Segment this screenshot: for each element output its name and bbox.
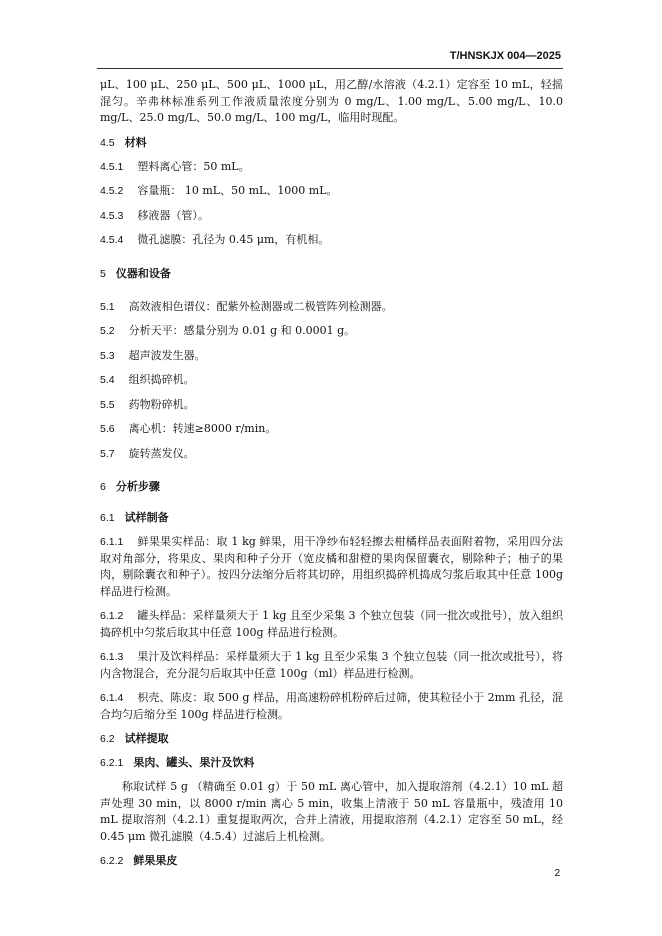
item-number: 4.5.2 — [100, 185, 124, 197]
item-text: 鲜果果实样品：取 1 kg 鲜果，用干净纱布轻轻擦去柑橘样品表面附着物，采用四分法取对角部分，将果皮、果肉和种子分开（宽皮橘和甜橙的果肉保留囊衣，剔除种子；柚子的果肉，剔除囊衣和种子）。按四分法缩分后将其切碎，用组织捣碎机捣成匀浆后取其中任意 100g 样品进行检测。 — [100, 535, 563, 598]
section-title: 材料 — [124, 135, 147, 149]
item-5-4 — [100, 372, 563, 389]
document-code: T/HNSKJX 004—2025 — [449, 50, 561, 62]
item-number: 5.5 — [100, 398, 115, 411]
item-text: 超声波发生器。 — [128, 348, 206, 362]
item-5-7 — [100, 446, 563, 463]
item-text: 罐头样品：采样量须大于 1 kg 且至少采集 3 个独立包装（同一批次或批号），放入组织捣碎机中匀浆后取其中任意 100g 样品进行检测。 — [100, 609, 563, 639]
section-title: 仪器和设备 — [115, 266, 171, 280]
section-6-2-heading — [100, 731, 563, 747]
item-5-6 — [100, 421, 563, 438]
item-text: 组织捣碎机。 — [128, 373, 195, 386]
item-4-5-2 — [100, 183, 563, 200]
item-4-5-3 — [100, 208, 563, 225]
item-number: 4.5.1 — [100, 160, 124, 173]
item-text: 药物粉碎机。 — [128, 397, 195, 411]
item-number: 4.5.4 — [100, 234, 124, 246]
item-6-1-4 — [100, 690, 563, 723]
item-number: 6.1.4 — [100, 692, 124, 704]
section-6-heading — [100, 479, 563, 495]
item-5-5 — [100, 397, 563, 414]
section-title: 分析步骤 — [115, 480, 160, 493]
item-text: 微孔滤膜：孔径为 0.45 μm，有机相。 — [137, 233, 330, 246]
item-text: 容量瓶： 10 mL、50 mL、1000 mL。 — [137, 184, 338, 197]
section-6-2-2-heading — [100, 853, 563, 869]
item-5-3 — [100, 348, 563, 365]
section-number: 6.2.2 — [100, 855, 124, 867]
item-4-5-4 — [100, 232, 563, 249]
section-title: 鲜果果皮 — [133, 854, 178, 867]
item-text: 离心机：转速≥8000 r/min。 — [128, 422, 277, 435]
item-number: 6.1.2 — [100, 610, 124, 622]
page-number: 2 — [554, 868, 560, 879]
intro-paragraph: μL、100 μL、250 μL、500 μL、1000 μL，用乙醇/水溶液（4.2.1）定容至 10 mL，轻摇混匀。辛弗林标准系列工作液质量浓度分别为 0 mg/L、1.00 mg/L、5.00 mg/L、10.0 mg/L、25.0 mg/L、50.0 mg/L、100 mg/L，临用时现配。 — [100, 78, 563, 124]
item-text: 高效液相色谱仪：配紫外检测器或二极管阵列检测器。 — [128, 299, 393, 313]
item-5-2 — [100, 323, 563, 340]
item-text: 枳壳、陈皮：取 500 g 样品，用高速粉碎机粉碎后过筛，使其粒径小于 2mm 孔径，混合均匀后缩分至 100g 样品进行检测。 — [100, 691, 563, 721]
item-text: 果汁及饮料样品：采样量须大于 1 kg 且至少采集 3 个独立包装（同一批次或批号），将内含物混合，充分混匀后取其中任意 100g（ml）样品进行检测。 — [100, 650, 563, 680]
item-number: 5.3 — [100, 349, 115, 362]
section-title: 果肉、罐头、果汁及饮料 — [133, 756, 255, 769]
item-6-1-2 — [100, 608, 563, 641]
section-title: 试样制备 — [124, 511, 169, 524]
item-4-5-1 — [100, 159, 563, 176]
item-number: 6.1.1 — [100, 536, 124, 548]
item-number: 6.1.3 — [100, 651, 124, 663]
item-text: 分析天平：感量分别为 0.01 g 和 0.0001 g。 — [128, 324, 356, 337]
item-6-1-3 — [100, 649, 563, 682]
item-6-1-1 — [100, 534, 563, 600]
page-content — [100, 77, 563, 869]
item-number: 5.6 — [100, 423, 115, 435]
paragraph-6-2-1: 称取试样 5 g （精确至 0.01 g）于 50 mL 离心管中，加入提取溶剂（4.2.1）10 mL 超声处理 30 min，以 8000 r/min 离心 5 min，收集上清液于 50 mL 容量瓶中，残渣用 10 mL 提取溶剂（4.2.1）重复提取两次，合并上清液，用提取溶剂（4.2.1）定容至 50 mL，经 0.45 μm 微孔滤膜（4.5.4）过滤后上机检测。 — [100, 780, 563, 843]
item-number: 5.7 — [100, 447, 115, 460]
item-5-1 — [100, 299, 563, 316]
item-number: 5.1 — [100, 300, 115, 313]
section-number: 6.2 — [100, 733, 115, 745]
item-text: 塑料离心管：50 mL。 — [137, 159, 250, 173]
section-6-1-heading — [100, 510, 563, 526]
section-number: 6.1 — [100, 512, 115, 524]
section-title: 试样提取 — [124, 732, 169, 745]
item-text: 移液器（管）。 — [137, 208, 209, 222]
section-number: 4.5 — [100, 136, 115, 149]
header-rule — [97, 68, 563, 69]
item-number: 5.2 — [100, 325, 115, 337]
section-number: 6.2.1 — [100, 757, 124, 769]
section-4-5-heading — [100, 135, 563, 151]
section-5-heading — [100, 266, 563, 282]
item-text: 旋转蒸发仪。 — [128, 446, 195, 460]
section-number: 6 — [100, 481, 106, 493]
item-number: 5.4 — [100, 374, 115, 386]
section-number: 5 — [100, 267, 106, 280]
section-6-2-1-heading — [100, 755, 563, 771]
item-number: 4.5.3 — [100, 209, 124, 222]
